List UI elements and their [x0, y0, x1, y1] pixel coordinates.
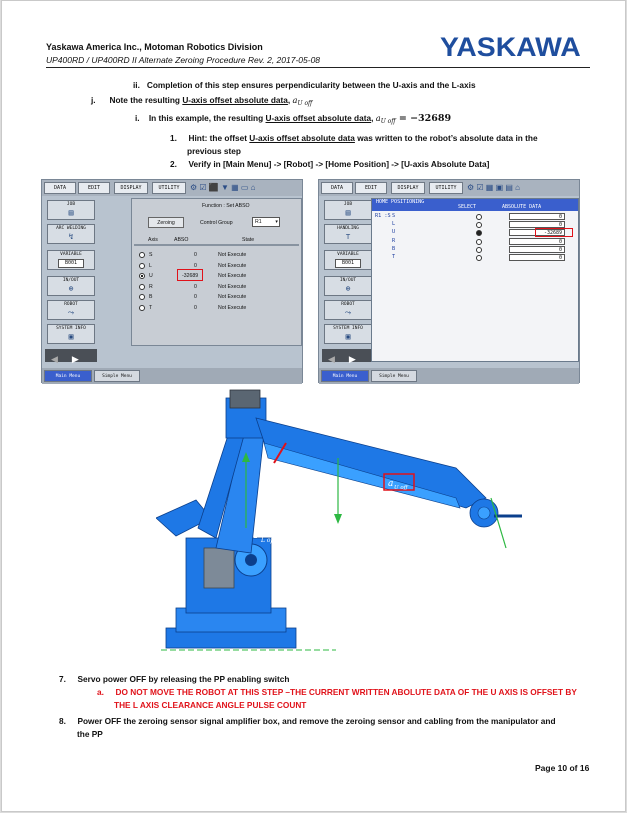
- axis-radio[interactable]: [139, 305, 145, 311]
- step-j: [91, 95, 312, 105]
- tab-edit[interactable]: EDIT: [78, 182, 110, 194]
- absolute-data-value: -32689: [509, 229, 565, 236]
- abso-value: -32689: [182, 273, 199, 279]
- step-8-text-1: Power OFF the zeroing sensor signal amplifier box, and remove the zeroing sensor and cabling from the manipulator and: [77, 716, 556, 726]
- step-i-comma: ,: [371, 113, 376, 123]
- side-sysinfo-label: SYSTEM INFO: [56, 326, 86, 331]
- arrow-right-icon[interactable]: ▶: [71, 354, 79, 364]
- symbol-sub-2: U off: [380, 118, 396, 125]
- side-robot-button[interactable]: [47, 300, 95, 320]
- select-radio[interactable]: [476, 214, 482, 220]
- offset-value: = −32689: [395, 113, 452, 124]
- function-title: Function : Set ABSO: [202, 203, 250, 209]
- verify-number: 2.: [170, 159, 177, 169]
- hint-text-2: was written to the robot’s absolute data in the: [354, 133, 538, 143]
- step-i-number: i.: [135, 113, 140, 123]
- control-group-value: R1: [255, 219, 262, 225]
- axis-name: L: [149, 262, 152, 269]
- side-inout-label: IN/OUT: [339, 278, 357, 283]
- main-menu-button[interactable]: Main Menu: [321, 370, 369, 382]
- tab-display[interactable]: DISPLAY: [391, 182, 425, 194]
- company-name: Yaskawa America Inc., Motoman Robotics Division: [46, 42, 263, 52]
- arrow-left-icon[interactable]: ◀: [51, 354, 58, 364]
- abso-row[interactable]: [132, 272, 300, 282]
- step-j-term: U-axis offset absolute data: [182, 95, 288, 105]
- state-value: Not Execute: [218, 304, 247, 311]
- side-inout-button[interactable]: [324, 276, 372, 296]
- label-L-base: P: [254, 530, 261, 541]
- abso-row[interactable]: [132, 251, 300, 261]
- handling-icon: ⊤: [345, 232, 351, 241]
- axis-name: B: [149, 294, 153, 300]
- step-i-text: In this example, the resulting: [148, 113, 266, 123]
- system-info-icon: ▣: [345, 332, 351, 341]
- symbol-a-2: a: [375, 113, 381, 123]
- verify-line: [170, 159, 489, 169]
- absolute-data-value: 0: [509, 221, 565, 228]
- step-7-number: 7.: [59, 674, 66, 684]
- col-axis: Axis: [148, 237, 158, 243]
- state-value: Not Execute: [218, 283, 247, 290]
- side-handling-button[interactable]: [324, 224, 372, 244]
- axis-name: R: [149, 283, 153, 290]
- side-robot-button[interactable]: [324, 300, 372, 320]
- step-j-number: j.: [91, 95, 96, 105]
- axis-radio[interactable]: [139, 263, 145, 269]
- inout-icon: ⊕: [345, 284, 351, 293]
- job-icon: ▤: [345, 208, 351, 217]
- side-job-label: JOB: [343, 202, 353, 207]
- step-ii-number: ii.: [133, 80, 140, 90]
- side-variable-label: VARIABLE: [337, 252, 359, 257]
- side-sysinfo-label: SYSTEM INFO: [333, 326, 363, 331]
- variable-value: B001: [335, 259, 361, 268]
- state-value: Not Execute: [218, 262, 247, 269]
- abso-value: 0: [194, 294, 197, 300]
- control-group-select[interactable]: [252, 217, 280, 227]
- simple-menu-button[interactable]: Simple Menu: [371, 370, 417, 382]
- home-positioning-title: HOME POSITIONING: [376, 199, 425, 205]
- select-radio[interactable]: [476, 230, 482, 236]
- axis-name: B: [392, 245, 396, 252]
- tab-utility[interactable]: UTILITY: [152, 182, 186, 194]
- hint-term: U-axis offset absolute data: [249, 133, 355, 143]
- side-arc-label: ARC WELDING: [56, 226, 86, 231]
- side-arc-welding-button[interactable]: [47, 224, 95, 244]
- arrow-left-icon[interactable]: ◀: [328, 354, 335, 364]
- document-page: [1, 0, 626, 812]
- axis-name: T: [149, 304, 153, 311]
- warning-text-1: DO NOT MOVE THE ROBOT AT THIS STEP –THE CURRENT WRITTEN ABOLUTE DATA OF THE U AXIS IS OFFSET BY: [115, 687, 577, 697]
- axis-name: S: [149, 252, 153, 258]
- step-ii: [133, 80, 476, 90]
- label-U-sub: U off: [394, 485, 408, 491]
- step-8-number: 8.: [59, 716, 66, 726]
- home-row[interactable]: [372, 238, 578, 246]
- symbol-a: a: [292, 95, 298, 105]
- state-value: Not Execute: [218, 273, 247, 279]
- abso-row[interactable]: [132, 283, 300, 293]
- hint-line-1: [170, 133, 538, 143]
- axis-name: T: [392, 254, 396, 260]
- highlight-box: [535, 228, 573, 237]
- system-info-icon: ▣: [68, 332, 74, 341]
- hint-line-2: previous step: [187, 146, 241, 156]
- set-abso-panel: [131, 198, 302, 346]
- select-radio[interactable]: [476, 255, 482, 261]
- tab-display[interactable]: DISPLAY: [114, 182, 148, 194]
- symbol-sub: U off: [297, 100, 313, 107]
- axis-name: U: [392, 229, 396, 236]
- abso-row[interactable]: [132, 262, 300, 272]
- hint-number: 1.: [170, 133, 177, 143]
- variable-value: B001: [58, 259, 84, 268]
- header-rule: [46, 67, 590, 68]
- side-system-info-button[interactable]: [324, 324, 372, 344]
- pendant-screen-home-positioning: [318, 179, 580, 383]
- label-U-base: a: [388, 479, 394, 489]
- toolbar-icons[interactable]: ⚙ ☑ ▦ ▣ ▤ ⌂: [467, 183, 520, 192]
- nav-arrows[interactable]: [322, 349, 374, 362]
- warning-number: a.: [97, 687, 104, 697]
- hint-text: Hint: the offset: [188, 133, 250, 143]
- pendant-menubar: [319, 180, 579, 196]
- abso-value: 0: [194, 283, 197, 290]
- tab-data[interactable]: DATA: [44, 182, 76, 194]
- warning-line-1: [97, 687, 577, 697]
- absolute-data-value: 0: [509, 254, 565, 261]
- nav-arrows[interactable]: [45, 349, 97, 362]
- robot-illustration: [156, 388, 526, 666]
- axis-radio[interactable]: [139, 252, 145, 258]
- abso-row[interactable]: [132, 293, 300, 303]
- home-row[interactable]: [372, 213, 578, 221]
- side-robot-label: ROBOT: [341, 302, 355, 307]
- tab-data[interactable]: DATA: [321, 182, 353, 194]
- abso-value: 0: [194, 262, 197, 269]
- home-positioning-header: [372, 199, 578, 211]
- select-radio[interactable]: [476, 222, 482, 228]
- step-i-term: U-axis offset absolute data: [265, 113, 372, 123]
- axis-name: U: [149, 273, 153, 279]
- tab-utility[interactable]: UTILITY: [429, 182, 463, 194]
- highlight-box: [177, 269, 203, 281]
- job-icon: ▤: [68, 208, 74, 217]
- step-7-text: Servo power OFF by releasing the PP enabling switch: [77, 674, 290, 684]
- header-divider: [134, 244, 299, 246]
- side-job-label: JOB: [66, 202, 76, 207]
- side-robot-label: ROBOT: [64, 302, 78, 307]
- side-variable-button[interactable]: [324, 250, 372, 270]
- inout-icon: ⊕: [68, 284, 74, 293]
- group-label: R1 :S: [375, 213, 391, 219]
- select-radio[interactable]: [476, 239, 482, 245]
- abso-row[interactable]: [132, 304, 300, 314]
- toolbar-icons[interactable]: ⚙ ☑ ⬛ ▼ ▦ ▭ ⌂: [190, 183, 256, 192]
- select-radio[interactable]: [476, 247, 482, 253]
- col-select: SELECT: [458, 204, 477, 210]
- step-8-text-2: the PP: [77, 729, 103, 739]
- robot-icon: ⤳: [344, 308, 352, 317]
- page-number: Page 10 of 16: [535, 763, 590, 773]
- tab-edit[interactable]: EDIT: [355, 182, 387, 194]
- control-group-label: Control Group: [200, 220, 233, 226]
- absolute-data-value: 0: [509, 213, 565, 220]
- home-position-panel: [371, 198, 579, 362]
- state-value: Not Execute: [218, 252, 247, 258]
- verify-text: Verify in [Main Menu] -> [Robot] -> [Home Position] -> [U-axis Absolute Data]: [188, 159, 490, 169]
- step-8: [59, 716, 556, 726]
- step-j-text: Note the resulting: [109, 95, 183, 105]
- axis-name: R: [392, 237, 396, 244]
- home-row[interactable]: [372, 246, 578, 254]
- step-7: [59, 674, 289, 684]
- simple-menu-button[interactable]: Simple Menu: [94, 370, 140, 382]
- axis-name: L: [392, 221, 396, 228]
- absolute-data-value: 0: [509, 238, 565, 245]
- side-variable-button[interactable]: [47, 250, 95, 270]
- side-inout-label: IN/OUT: [62, 278, 80, 283]
- axis-name: S: [392, 213, 396, 219]
- label-L-sub: L off: [261, 537, 275, 544]
- abso-value: 0: [194, 252, 197, 258]
- pendant-menubar: [42, 180, 302, 196]
- side-inout-button[interactable]: [47, 276, 95, 296]
- chevron-down-icon: ▾: [275, 219, 278, 225]
- welding-icon: ↯: [68, 232, 74, 241]
- absolute-data-value: 0: [509, 246, 565, 253]
- home-row[interactable]: [372, 254, 578, 262]
- side-job-button[interactable]: [47, 200, 95, 220]
- axis-radio[interactable]: [139, 273, 145, 279]
- arrow-right-icon[interactable]: ▶: [348, 354, 356, 364]
- yaskawa-logo: YASKAWA: [440, 32, 581, 62]
- pendant-screen-set-abso: [41, 179, 303, 383]
- side-variable-label: VARIABLE: [60, 252, 82, 257]
- side-handling-label: HANDLING: [337, 226, 359, 231]
- pendant-bottombar: [42, 368, 302, 384]
- step-ii-text: Completion of this step ensures perpendicularity between the U-axis and the L-axis: [146, 80, 476, 90]
- abso-value: 0: [194, 304, 197, 311]
- warning-line-2: THE L AXIS CLEARANCE ANGLE PULSE COUNT: [114, 700, 307, 710]
- main-menu-button[interactable]: Main Menu: [44, 370, 92, 382]
- side-system-info-button[interactable]: [47, 324, 95, 344]
- col-state: State: [242, 237, 255, 243]
- axis-radio[interactable]: [139, 294, 145, 300]
- side-job-button[interactable]: [324, 200, 372, 220]
- col-absolute-data: ABSOLUTE DATA: [502, 204, 542, 210]
- pendant-bottombar: [319, 368, 579, 384]
- zeroing-button[interactable]: Zeroing: [148, 217, 184, 228]
- col-abso: ABSO: [174, 237, 189, 243]
- step-i: [135, 113, 451, 124]
- state-value: Not Execute: [218, 294, 247, 300]
- step-j-comma: ,: [287, 95, 293, 105]
- document-title: UP400RD / UP400RD II Alternate Zeroing Procedure Rev. 2, 2017-05-08: [46, 55, 321, 65]
- axis-radio[interactable]: [139, 284, 145, 290]
- robot-icon: ⤳: [67, 308, 75, 317]
